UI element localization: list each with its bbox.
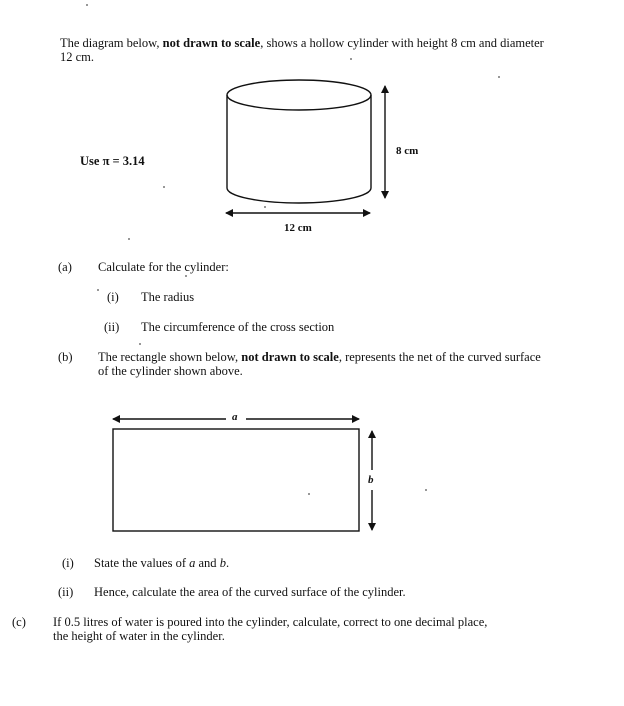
scan-speck bbox=[97, 289, 99, 291]
scan-speck bbox=[185, 275, 187, 277]
part-a-label: (a) bbox=[58, 260, 72, 274]
net-rectangle bbox=[113, 429, 359, 531]
part-a-ii-label: (ii) bbox=[104, 320, 120, 334]
scan-speck bbox=[163, 186, 165, 188]
cylinder-bottom bbox=[227, 188, 371, 203]
rect-height-label: b bbox=[368, 474, 374, 486]
width-label: a bbox=[232, 411, 238, 423]
intro-line-2: 12 cm. bbox=[60, 50, 95, 64]
part-b-i-label: (i) bbox=[62, 556, 74, 570]
part-b-line-1: The rectangle shown below, not drawn to scale, represents the net of the curved surface bbox=[98, 350, 541, 364]
part-a-i-text: The radius bbox=[141, 290, 195, 304]
part-b-i-text: State the values of a and b. bbox=[94, 556, 230, 570]
scan-speck bbox=[264, 206, 266, 208]
part-b-line-2: of the cylinder shown above. bbox=[98, 364, 243, 378]
pi-note: Use π = 3.14 bbox=[80, 154, 145, 168]
scan-speck bbox=[350, 58, 352, 60]
part-a-text: Calculate for the cylinder: bbox=[98, 260, 229, 274]
cylinder-top bbox=[227, 80, 371, 110]
part-b-label: (b) bbox=[58, 350, 73, 364]
part-c-line-2: the height of water in the cylinder. bbox=[53, 629, 225, 643]
net-diagram bbox=[113, 419, 372, 531]
part-b-ii-label: (ii) bbox=[58, 585, 74, 599]
part-c-label: (c) bbox=[12, 615, 26, 629]
part-a-ii-text: The circumference of the cross section bbox=[141, 320, 335, 334]
intro-line-1: The diagram below, not drawn to scale, shows a hollow cylinder with height 8 cm and diameter bbox=[60, 36, 544, 50]
scan-speck bbox=[425, 489, 427, 491]
scan-speck bbox=[308, 493, 310, 495]
scan-speck bbox=[128, 238, 130, 240]
diameter-label: 12 cm bbox=[284, 222, 312, 234]
part-b-ii-text: Hence, calculate the area of the curved surface of the cylinder. bbox=[94, 585, 406, 599]
height-label: 8 cm bbox=[396, 145, 419, 157]
scan-speck bbox=[86, 4, 88, 6]
part-c-line-1: If 0.5 litres of water is poured into the cylinder, calculate, correct to one decimal place, bbox=[53, 615, 488, 629]
part-a-i-label: (i) bbox=[107, 290, 119, 304]
scan-speck bbox=[139, 343, 141, 345]
scan-speck bbox=[498, 76, 500, 78]
cylinder-diagram bbox=[226, 80, 385, 213]
